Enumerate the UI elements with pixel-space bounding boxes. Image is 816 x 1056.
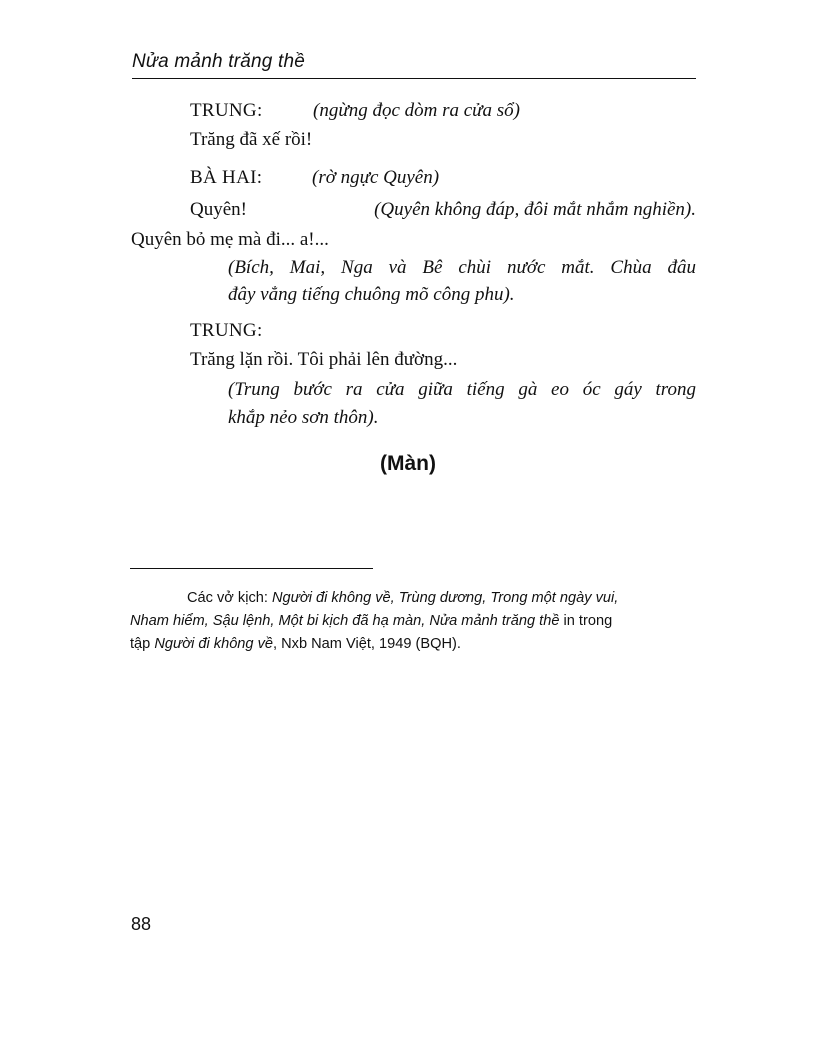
dialogue-line: Trăng đã xế rồi! [190, 129, 313, 150]
footnote-text: , Nxb Nam Việt, 1949 (BQH). [273, 636, 461, 652]
footnote-titles: Người đi không về, Trùng dương, Trong một ngày vui, [272, 590, 619, 606]
footnote-line [130, 613, 612, 629]
footnote-text: Các vở kịch: [187, 590, 272, 606]
dialogue-line: Quyên bỏ mẹ mà đi... a!... [131, 229, 329, 250]
page-number: 88 [131, 914, 152, 934]
speaker-trung: TRUNG: [190, 320, 263, 341]
footnote-titles: Người đi không về [154, 636, 274, 652]
stage-direction: (ngừng đọc dòm ra cửa sổ) [313, 100, 521, 121]
footnote-text: in trong [559, 613, 613, 629]
footnote-rule [130, 568, 373, 569]
stage-direction: (rờ ngực Quyên) [312, 167, 440, 188]
running-title: Nửa mảnh trăng thề [132, 51, 306, 72]
stage-direction: (Bích, Mai, Nga và Bê chùi nước mắt. Chùa đâu [228, 257, 696, 278]
dialogue-line [190, 199, 696, 221]
footnote-text: tập [130, 636, 155, 652]
speaker-trung: TRUNG: [190, 100, 263, 121]
stage-direction: đây vẳng tiếng chuông mõ công phu). [228, 284, 515, 305]
footnote-line [130, 636, 461, 652]
running-header [132, 50, 696, 79]
curtain-heading: (Màn) [380, 452, 436, 475]
footnote-titles: Nham hiểm, Sậu lệnh, Một bi kịch đã hạ màn, Nửa mảnh trăng thề [130, 613, 560, 629]
dialogue-line: Trăng lặn rồi. Tôi phải lên đường... [190, 349, 458, 370]
stage-direction: (Quyên không đáp, đôi mắt nhắm nghiền). [374, 199, 696, 220]
dialogue-text: Quyên! [190, 199, 247, 220]
stage-direction: (Trung bước ra cửa giữa tiếng gà eo óc gáy trong [228, 379, 696, 400]
speaker-ba-hai: BÀ HAI: [190, 167, 263, 188]
stage-direction: khắp nẻo sơn thôn). [228, 407, 379, 428]
footnote-line [187, 590, 618, 606]
